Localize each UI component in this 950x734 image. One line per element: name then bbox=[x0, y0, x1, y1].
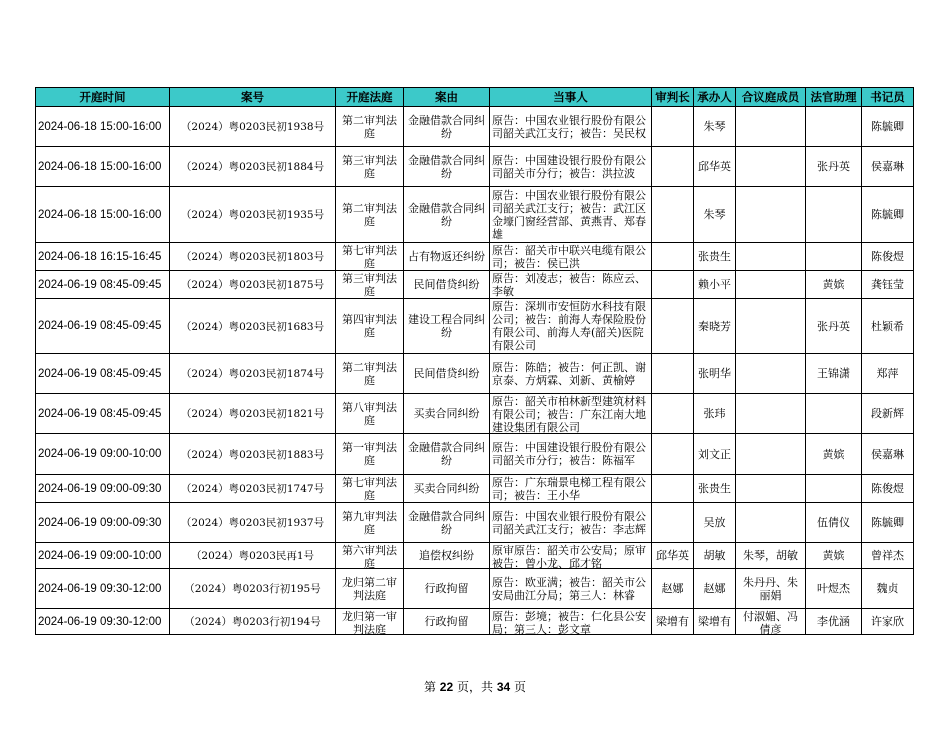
clerk-cell-text: 段新辉 bbox=[871, 407, 904, 420]
presiding-judge-cell bbox=[652, 475, 694, 503]
handler-cell bbox=[694, 299, 736, 354]
presiding-judge-cell bbox=[652, 503, 694, 543]
courtroom-cell-text: 第九审判法庭 bbox=[342, 509, 397, 536]
cause-cell bbox=[404, 434, 490, 475]
judge-assistant-cell-text: 黄嫔 bbox=[822, 278, 845, 291]
case-number-cell bbox=[170, 543, 336, 569]
hearing-time-cell-text: 2024-06-18 15:00-16:00 bbox=[38, 160, 162, 173]
presiding-judge-cell-text: 赵娜 bbox=[661, 582, 684, 595]
header-clerk: 书记员 bbox=[862, 88, 914, 107]
courtroom-cell bbox=[336, 503, 404, 543]
handler-cell-text: 刘文正 bbox=[698, 447, 731, 461]
parties-cell-text: 原告：广东瑞景电梯工程有限公司；被告：王小华 bbox=[492, 475, 646, 502]
panel-members-cell bbox=[736, 107, 806, 147]
case-number-cell-text: （2024）粤0203民初1803号 bbox=[180, 251, 325, 263]
clerk-cell bbox=[862, 543, 914, 569]
hearing-time-cell bbox=[36, 543, 170, 569]
courtroom-cell bbox=[336, 187, 404, 243]
cause-cell bbox=[404, 569, 490, 609]
clerk-cell-text: 魏贞 bbox=[876, 582, 899, 595]
hearing-time-cell-text: 2024-06-19 09:00-09:30 bbox=[38, 482, 162, 495]
footer-mid: 页，共 bbox=[456, 680, 493, 694]
courtroom-cell-text: 第二审判法庭 bbox=[342, 201, 397, 228]
courtroom-cell bbox=[336, 543, 404, 569]
parties-cell-text: 原告：中国建设银行股份有限公司韶关市分行；被告：陈福军 bbox=[492, 441, 646, 467]
case-number-cell bbox=[170, 187, 336, 243]
cause-cell bbox=[404, 107, 490, 147]
case-number-cell-text: （2024）粤0203行初194号 bbox=[184, 616, 321, 628]
clerk-cell bbox=[862, 609, 914, 635]
handler-cell-text: 张明华 bbox=[698, 367, 731, 380]
panel-members-cell bbox=[736, 569, 806, 609]
case-number-cell-text: （2024）粤0203民初1747号 bbox=[180, 483, 325, 495]
footer-suffix: 页 bbox=[514, 680, 527, 694]
panel-members-cell-text: 朱丹丹、朱丽娟 bbox=[743, 575, 798, 602]
parties-cell-text: 原告：中国农业银行股份有限公司韶关武江支行；被告：吴民权 bbox=[492, 113, 646, 140]
case-number-cell-text: （2024）粤0203民初1883号 bbox=[180, 448, 325, 461]
cause-cell bbox=[404, 187, 490, 243]
judge-assistant-cell bbox=[806, 299, 862, 354]
case-number-cell bbox=[170, 243, 336, 271]
hearing-time-cell-text: 2024-06-19 08:45-09:45 bbox=[38, 320, 162, 332]
judge-assistant-cell bbox=[806, 609, 862, 635]
parties-cell-text: 原告：陈皓；被告：何正凯、谢京泰、方炳霖、刘新、黄榆婷 bbox=[492, 360, 646, 387]
table-row bbox=[36, 609, 914, 635]
handler-cell bbox=[694, 107, 736, 147]
header-parties: 当事人 bbox=[490, 88, 652, 107]
presiding-judge-cell bbox=[652, 299, 694, 354]
cause-cell-text: 金融借款合同纠纷 bbox=[408, 113, 485, 140]
handler-cell bbox=[694, 243, 736, 271]
hearing-time-cell bbox=[36, 271, 170, 299]
case-number-cell-text: （2024）粤0203民初1821号 bbox=[180, 408, 325, 420]
handler-cell-text: 赖小平 bbox=[698, 278, 731, 291]
handler-cell bbox=[694, 147, 736, 187]
courtroom-cell bbox=[336, 569, 404, 609]
clerk-cell-text: 侯嘉琳 bbox=[871, 160, 904, 173]
parties-cell bbox=[490, 187, 652, 243]
clerk-cell bbox=[862, 271, 914, 299]
hearing-time-cell bbox=[36, 394, 170, 434]
hearing-time-cell bbox=[36, 187, 170, 243]
judge-assistant-cell-text: 黄嫔 bbox=[822, 447, 845, 461]
judge-assistant-cell bbox=[806, 475, 862, 503]
judge-assistant-cell-text: 叶煜杰 bbox=[817, 582, 850, 595]
header-judge-assistant: 法官助理 bbox=[806, 88, 862, 107]
case-number-cell bbox=[170, 354, 336, 394]
case-number-cell-text: （2024）粤0203民初1884号 bbox=[180, 161, 325, 173]
cause-cell-text: 金融借款合同纠纷 bbox=[408, 201, 485, 228]
clerk-cell bbox=[862, 354, 914, 394]
judge-assistant-cell-text: 张丹英 bbox=[817, 319, 850, 333]
parties-cell bbox=[490, 147, 652, 187]
hearing-time-cell-text: 2024-06-18 15:00-16:00 bbox=[38, 120, 162, 133]
handler-cell-text: 吴放 bbox=[703, 516, 726, 529]
clerk-cell bbox=[862, 107, 914, 147]
handler-cell-text: 张贵生 bbox=[698, 250, 731, 263]
clerk-cell bbox=[862, 187, 914, 243]
footer-total-pages: 34 bbox=[496, 680, 511, 694]
parties-cell bbox=[490, 569, 652, 609]
judge-assistant-cell-text: 黄嫔 bbox=[822, 549, 845, 562]
judge-assistant-cell-text: 王锦潇 bbox=[817, 367, 850, 380]
handler-cell bbox=[694, 271, 736, 299]
table-row bbox=[36, 107, 914, 147]
clerk-cell-text: 龚钰莹 bbox=[871, 278, 904, 291]
case-number-cell-text: （2024）粤0203民初1935号 bbox=[180, 209, 325, 221]
hearing-time-cell bbox=[36, 107, 170, 147]
header-courtroom: 开庭法庭 bbox=[336, 88, 404, 107]
hearing-time-cell-text: 2024-06-19 09:30-12:00 bbox=[38, 582, 162, 595]
hearing-time-cell bbox=[36, 503, 170, 543]
courtroom-cell-text: 第八审判法庭 bbox=[342, 400, 397, 427]
presiding-judge-cell bbox=[652, 243, 694, 271]
parties-cell bbox=[490, 475, 652, 503]
hearing-time-cell bbox=[36, 243, 170, 271]
table-row bbox=[36, 271, 914, 299]
clerk-cell-text: 郑萍 bbox=[876, 367, 899, 380]
handler-cell-text: 胡敏 bbox=[703, 549, 726, 562]
hearing-time-cell-text: 2024-06-18 16:15-16:45 bbox=[38, 250, 162, 263]
cause-cell-text: 买卖合同纠纷 bbox=[413, 407, 480, 420]
clerk-cell bbox=[862, 394, 914, 434]
hearing-time-cell-text: 2024-06-19 08:45-09:45 bbox=[38, 367, 162, 380]
panel-members-cell bbox=[736, 475, 806, 503]
table-row bbox=[36, 299, 914, 354]
judge-assistant-cell bbox=[806, 147, 862, 187]
table-row bbox=[36, 147, 914, 187]
footer-page-number: 22 bbox=[439, 680, 454, 694]
clerk-cell-text: 曾祥杰 bbox=[871, 549, 904, 562]
case-number-cell-text: （2024）粤0203民初1938号 bbox=[180, 121, 325, 133]
courtroom-cell-text: 第三审判法庭 bbox=[342, 153, 397, 180]
table-row bbox=[36, 394, 914, 434]
handler-cell-text: 朱琴 bbox=[703, 120, 726, 133]
header-case-number: 案号 bbox=[170, 88, 336, 107]
case-number-cell bbox=[170, 569, 336, 609]
cause-cell-text: 金融借款合同纠纷 bbox=[408, 153, 485, 180]
table-row bbox=[36, 543, 914, 569]
hearing-time-cell bbox=[36, 354, 170, 394]
case-number-cell bbox=[170, 107, 336, 147]
case-number-cell bbox=[170, 394, 336, 434]
parties-cell bbox=[490, 299, 652, 354]
courtroom-cell-text: 第二审判法庭 bbox=[342, 360, 397, 387]
handler-cell-text: 秦晓芳 bbox=[698, 319, 731, 333]
hearing-time-cell-text: 2024-06-19 08:45-09:45 bbox=[38, 407, 162, 420]
header-presiding-judge: 审判长 bbox=[652, 88, 694, 107]
page-footer bbox=[0, 678, 950, 695]
parties-cell-text: 原告：中国农业银行股份有限公司韶关武江支行；被告：武江区金壕门窗经营部、黄燕青、郑春雄 bbox=[492, 188, 646, 241]
panel-members-cell bbox=[736, 609, 806, 635]
courtroom-cell bbox=[336, 434, 404, 475]
case-number-cell-text: （2024）粤0203民初1683号 bbox=[180, 320, 325, 333]
judge-assistant-cell bbox=[806, 569, 862, 609]
header-cause: 案由 bbox=[404, 88, 490, 107]
case-number-cell-text: （2024）粤0203民初1875号 bbox=[180, 279, 325, 291]
table-row bbox=[36, 569, 914, 609]
cause-cell-text: 行政拘留 bbox=[424, 582, 469, 595]
panel-members-cell-text: 朱琴，胡敏 bbox=[743, 549, 798, 562]
cause-cell-text: 金融借款合同纠纷 bbox=[408, 441, 485, 467]
table-header-row bbox=[36, 88, 914, 107]
cause-cell bbox=[404, 475, 490, 503]
judge-assistant-cell bbox=[806, 187, 862, 243]
cause-cell bbox=[404, 243, 490, 271]
hearing-time-cell-text: 2024-06-19 09:30-12:00 bbox=[38, 615, 162, 628]
hearing-time-cell bbox=[36, 434, 170, 475]
judge-assistant-cell-text: 张丹英 bbox=[817, 160, 850, 173]
cause-cell bbox=[404, 394, 490, 434]
table-row bbox=[36, 187, 914, 243]
panel-members-cell bbox=[736, 243, 806, 271]
handler-cell bbox=[694, 569, 736, 609]
handler-cell bbox=[694, 475, 736, 503]
handler-cell bbox=[694, 609, 736, 635]
handler-cell bbox=[694, 503, 736, 543]
presiding-judge-cell bbox=[652, 107, 694, 147]
clerk-cell bbox=[862, 475, 914, 503]
clerk-cell bbox=[862, 299, 914, 354]
courtroom-cell bbox=[336, 394, 404, 434]
courtroom-cell bbox=[336, 243, 404, 271]
hearing-time-cell-text: 2024-06-19 09:00-10:00 bbox=[38, 549, 162, 562]
cause-cell bbox=[404, 299, 490, 354]
presiding-judge-cell bbox=[652, 569, 694, 609]
case-number-cell bbox=[170, 299, 336, 354]
clerk-cell bbox=[862, 569, 914, 609]
cause-cell-text: 占有物返还纠纷 bbox=[408, 250, 485, 263]
cause-cell bbox=[404, 609, 490, 635]
presiding-judge-cell bbox=[652, 147, 694, 187]
clerk-cell-text: 陈毓卿 bbox=[871, 208, 904, 221]
panel-members-cell bbox=[736, 434, 806, 475]
judge-assistant-cell-text: 李优涵 bbox=[817, 615, 850, 628]
cause-cell-text: 行政拘留 bbox=[424, 615, 469, 628]
table-row bbox=[36, 475, 914, 503]
courtroom-cell-text: 第六审判法庭 bbox=[342, 543, 397, 568]
panel-members-cell bbox=[736, 147, 806, 187]
handler-cell-text: 赵娜 bbox=[703, 582, 726, 595]
header-handler: 承办人 bbox=[694, 88, 736, 107]
panel-members-cell bbox=[736, 503, 806, 543]
handler-cell-text: 张贵生 bbox=[698, 482, 731, 495]
parties-cell-text: 原告：中国建设银行股份有限公司韶关市分行；被告：洪拉波 bbox=[492, 153, 646, 180]
case-number-cell-text: （2024）粤0203民再1号 bbox=[190, 550, 315, 562]
clerk-cell-text: 陈毓卿 bbox=[871, 120, 904, 133]
footer-prefix: 第 bbox=[423, 680, 436, 694]
judge-assistant-cell bbox=[806, 434, 862, 475]
courtroom-cell-text: 第七审判法庭 bbox=[342, 475, 397, 502]
case-number-cell bbox=[170, 434, 336, 475]
parties-cell bbox=[490, 543, 652, 569]
cause-cell-text: 买卖合同纠纷 bbox=[413, 482, 480, 495]
presiding-judge-cell bbox=[652, 187, 694, 243]
clerk-cell-text: 侯嘉琳 bbox=[871, 447, 904, 461]
handler-cell-text: 梁增有 bbox=[698, 615, 731, 628]
parties-cell-text: 原告：韶关市柏林新型建筑材料有限公司；被告：广东江南大地建设集团有限公司 bbox=[492, 394, 646, 433]
parties-cell-text: 原告：中国农业银行股份有限公司韶关武江支行；被告：李志辉 bbox=[492, 509, 646, 536]
handler-cell-text: 朱琴 bbox=[703, 208, 726, 221]
courtroom-cell-text: 第一审判法庭 bbox=[342, 441, 397, 467]
handler-cell-text: 张玮 bbox=[703, 407, 726, 420]
handler-cell bbox=[694, 434, 736, 475]
parties-cell bbox=[490, 434, 652, 475]
table-row bbox=[36, 243, 914, 271]
parties-cell-text: 原告：刘凌志；被告：陈应云、李敏 bbox=[492, 271, 646, 298]
presiding-judge-cell-text: 邱华英 bbox=[656, 549, 689, 562]
courtroom-cell-text: 第三审判法庭 bbox=[342, 271, 397, 298]
clerk-cell-text: 陈俊煜 bbox=[871, 482, 904, 495]
judge-assistant-cell-text: 伍倩仪 bbox=[817, 516, 850, 529]
parties-cell bbox=[490, 394, 652, 434]
judge-assistant-cell bbox=[806, 271, 862, 299]
handler-cell bbox=[694, 187, 736, 243]
judge-assistant-cell bbox=[806, 503, 862, 543]
judge-assistant-cell bbox=[806, 394, 862, 434]
courtroom-cell bbox=[336, 107, 404, 147]
clerk-cell bbox=[862, 147, 914, 187]
hearing-schedule-table bbox=[35, 87, 914, 635]
parties-cell-text: 原审原告：韶关市公安局；原审被告：曾小龙、邱才铭 bbox=[492, 543, 646, 568]
panel-members-cell bbox=[736, 299, 806, 354]
parties-cell bbox=[490, 271, 652, 299]
case-number-cell bbox=[170, 271, 336, 299]
judge-assistant-cell bbox=[806, 243, 862, 271]
panel-members-cell bbox=[736, 543, 806, 569]
panel-members-cell bbox=[736, 187, 806, 243]
courtroom-cell-text: 第二审判法庭 bbox=[342, 113, 397, 140]
presiding-judge-cell bbox=[652, 271, 694, 299]
parties-cell bbox=[490, 609, 652, 635]
presiding-judge-cell bbox=[652, 434, 694, 475]
header-hearing-time: 开庭时间 bbox=[36, 88, 170, 107]
cause-cell-text: 民间借贷纠纷 bbox=[413, 367, 480, 380]
courtroom-cell bbox=[336, 147, 404, 187]
clerk-cell-text: 陈俊煜 bbox=[871, 250, 904, 263]
clerk-cell-text: 陈毓卿 bbox=[871, 516, 904, 529]
hearing-time-cell bbox=[36, 569, 170, 609]
panel-members-cell bbox=[736, 354, 806, 394]
parties-cell-text: 原告：韶关市中联兴电缆有限公司；被告：侯已洪 bbox=[492, 243, 646, 270]
handler-cell bbox=[694, 543, 736, 569]
judge-assistant-cell bbox=[806, 354, 862, 394]
panel-members-cell bbox=[736, 394, 806, 434]
case-number-cell bbox=[170, 147, 336, 187]
presiding-judge-cell bbox=[652, 543, 694, 569]
case-number-cell bbox=[170, 475, 336, 503]
parties-cell-text: 原告：彭境；被告：仁化县公安局；第三人：彭文章 bbox=[492, 609, 646, 634]
hearing-time-cell-text: 2024-06-19 09:00-09:30 bbox=[38, 516, 162, 529]
table-row bbox=[36, 354, 914, 394]
courtroom-cell bbox=[336, 271, 404, 299]
courtroom-cell bbox=[336, 609, 404, 635]
case-number-cell-text: （2024）粤0203行初195号 bbox=[184, 583, 321, 595]
cause-cell-text: 金融借款合同纠纷 bbox=[408, 509, 485, 536]
presiding-judge-cell bbox=[652, 394, 694, 434]
clerk-cell bbox=[862, 434, 914, 475]
panel-members-cell-text: 付淑媚、冯倩彦 bbox=[743, 609, 798, 634]
clerk-cell bbox=[862, 503, 914, 543]
cause-cell-text: 追偿权纠纷 bbox=[419, 549, 474, 562]
hearing-time-cell bbox=[36, 299, 170, 354]
parties-cell-text: 原告：深圳市安恒防水科技有限公司；被告：前海人寿保险股份有限公司、前海人寿(韶关)医院有限公司 bbox=[492, 300, 646, 352]
header-panel-members: 合议庭成员 bbox=[736, 88, 806, 107]
hearing-time-cell bbox=[36, 475, 170, 503]
courtroom-cell bbox=[336, 475, 404, 503]
table-row bbox=[36, 434, 914, 475]
handler-cell-text: 邱华英 bbox=[698, 160, 731, 173]
handler-cell bbox=[694, 354, 736, 394]
hearing-time-cell-text: 2024-06-18 15:00-16:00 bbox=[38, 208, 162, 221]
courtroom-cell-text: 龙归第二审判法庭 bbox=[342, 575, 397, 602]
table-row bbox=[36, 503, 914, 543]
presiding-judge-cell bbox=[652, 354, 694, 394]
parties-cell bbox=[490, 354, 652, 394]
cause-cell bbox=[404, 503, 490, 543]
cause-cell-text: 民间借贷纠纷 bbox=[413, 278, 480, 291]
judge-assistant-cell bbox=[806, 543, 862, 569]
cause-cell bbox=[404, 271, 490, 299]
panel-members-cell bbox=[736, 271, 806, 299]
courtroom-cell-text: 第七审判法庭 bbox=[342, 243, 397, 270]
case-number-cell bbox=[170, 503, 336, 543]
presiding-judge-cell bbox=[652, 609, 694, 635]
judge-assistant-cell bbox=[806, 107, 862, 147]
hearing-time-cell bbox=[36, 147, 170, 187]
cause-cell bbox=[404, 354, 490, 394]
table-body bbox=[36, 107, 914, 635]
courtroom-cell-text: 第四审判法庭 bbox=[342, 313, 397, 339]
parties-cell bbox=[490, 243, 652, 271]
hearing-time-cell-text: 2024-06-19 08:45-09:45 bbox=[38, 278, 162, 291]
parties-cell bbox=[490, 503, 652, 543]
parties-cell bbox=[490, 107, 652, 147]
cause-cell-text: 建设工程合同纠纷 bbox=[408, 313, 485, 339]
case-number-cell-text: （2024）粤0203民初1874号 bbox=[180, 368, 325, 380]
courtroom-cell-text: 龙归第一审判法庭 bbox=[342, 609, 397, 634]
cause-cell bbox=[404, 147, 490, 187]
handler-cell bbox=[694, 394, 736, 434]
courtroom-cell bbox=[336, 299, 404, 354]
hearing-time-cell bbox=[36, 609, 170, 635]
case-number-cell-text: （2024）粤0203民初1937号 bbox=[180, 517, 325, 529]
presiding-judge-cell-text: 梁增有 bbox=[656, 615, 689, 628]
hearing-time-cell-text: 2024-06-19 09:00-10:00 bbox=[38, 448, 162, 460]
courtroom-cell bbox=[336, 354, 404, 394]
cause-cell bbox=[404, 543, 490, 569]
clerk-cell-text: 许家欣 bbox=[871, 615, 904, 628]
clerk-cell-text: 杜颖希 bbox=[871, 319, 904, 333]
clerk-cell bbox=[862, 243, 914, 271]
parties-cell-text: 原告：欧亚满；被告：韶关市公安局曲江分局；第三人：林睿 bbox=[492, 575, 646, 602]
case-number-cell bbox=[170, 609, 336, 635]
